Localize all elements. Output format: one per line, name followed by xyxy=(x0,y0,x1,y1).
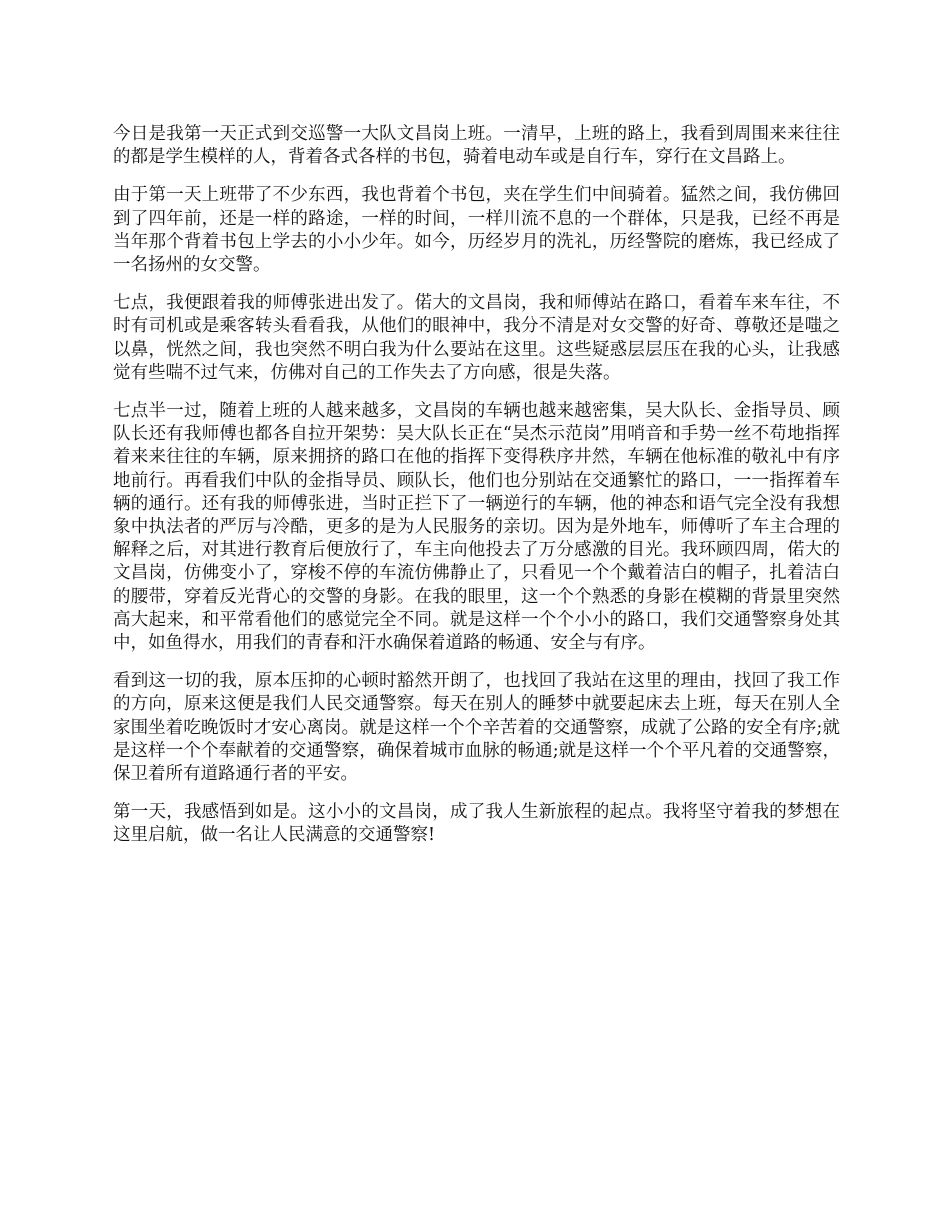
paragraph-3: 七点，我便跟着我的师傅张进出发了。偌大的文昌岗，我和师傅站在路口，看着车来车往，不时有司机或是乘客转头看看我，从他们的眼神中，我分不清是对女交警的好奇、尊敬还是嗤之以鼻，恍然之间，我也突然不明白我为什么要站在这里。这些疑惑层层压在我的心头，让我感觉有些喘不过气来，仿佛对自己的工作失去了方向感，很是失落。 xyxy=(113,293,840,383)
paragraph-1: 今日是我第一天正式到交巡警一大队文昌岗上班。一清早，上班的路上，我看到周围来来往往的都是学生模样的人，背着各式各样的书包，骑着电动车或是自行车，穿行在文昌路上。 xyxy=(113,124,840,168)
paragraph-4: 七点半一过，随着上班的人越来越多，文昌岗的车辆也越来越密集，吴大队长、金指导员、顾队长还有我师傅也都各自拉开架势：吴大队长正在“吴杰示范岗”用哨音和手势一丝不苟地指挥着来来往往的车辆，原来拥挤的路口在他的指挥下变得秩序井然，车辆在他标准的敬礼中有序地前行。再看我们中队的金指导员、顾队长，他们也分别站在交通繁忙的路口，一一指挥着车辆的通行。还有我的师傅张进，当时正拦下了一辆逆行的车辆，他的神态和语气完全没有我想象中执法者的严厉与冷酷，更多的是为人民服务的亲切。因为是外地车，师傅听了车主合理的解释之后，对其进行教育后便放行了，车主向他投去了万分感激的目光。我环顾四周，偌大的文昌岗，仿佛变小了，穿梭不停的车流仿佛静止了，只看见一个个戴着洁白的帽子，扎着洁白的腰带，穿着反光背心的交警的身影。在我的眼里，这一个个熟悉的身影在模糊的背景里突然高大起来，和平常看他们的感觉完全不同。就是这样一个个小小的路口，我们交通警察身处其中，如鱼得水，用我们的青春和汗水确保着道路的畅通、安全与有序。 xyxy=(113,401,840,654)
paragraph-5: 看到这一切的我，原本压抑的心顿时豁然开朗了，也找回了我站在这里的理由，找回了我工作的方向，原来这便是我们人民交通警察。每天在别人的睡梦中就要起床去上班，每天在别人全家围坐着吃晚饭时才安心离岗。就是这样一个个辛苦着的交通警察，成就了公路的安全有序;就是这样一个个奉献着的交通警察，确保着城市血脉的畅通;就是这样一个个平凡着的交通警察，保卫着所有道路通行者的平安。 xyxy=(113,671,840,785)
document-body xyxy=(113,123,840,863)
paragraph-2: 由于第一天上班带了不少东西，我也背着个书包，夹在学生们中间骑着。猛然之间，我仿佛回到了四年前，还是一样的路途，一样的时间，一样川流不息的一个群体，只是我，已经不再是当年那个背着书包上学去的小小少年。如今，历经岁月的洗礼，历经警院的磨炼，我已经成了一名扬州的女交警。 xyxy=(113,185,840,276)
paragraph-6: 第一天，我感悟到如是。这小小的文昌岗，成了我人生新旅程的起点。我将坚守着我的梦想在这里启航，做一名让人民满意的交通警察! xyxy=(113,802,840,846)
